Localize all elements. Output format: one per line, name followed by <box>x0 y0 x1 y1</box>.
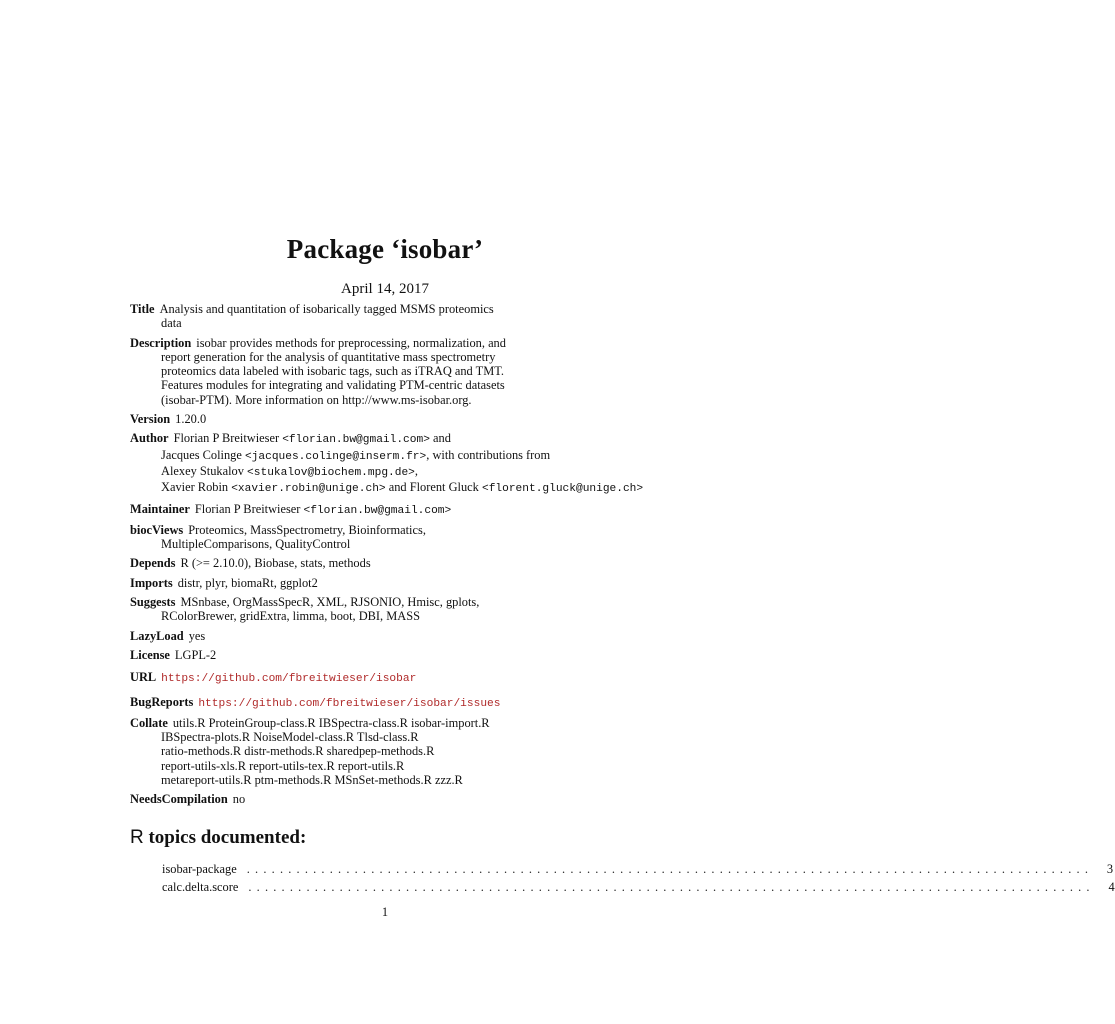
author-email: <xavier.robin@unige.ch> <box>231 483 386 496</box>
author-text: , <box>414 463 418 478</box>
package-date: April 14, 2017 <box>341 281 429 297</box>
package-title: Package ‘isobar’ <box>286 234 484 264</box>
author-email: <florent.gluck@unige.ch> <box>481 483 644 496</box>
field-biocviews <box>130 523 690 552</box>
field-value-continued: report-utils-xls.R report-utils-tex.R report-utils.R <box>161 758 405 773</box>
field-value-continued: proteomics data labeled with isobaric tags, such as iTRAQ and TMT. <box>161 364 504 379</box>
field-version <box>130 412 690 426</box>
field-value: LGPL-2 <box>174 647 217 662</box>
field-value: utils.R ProteinGroup-class.R IBSpectra-class.R isobar-import.R <box>172 715 490 730</box>
field-lazyload <box>130 629 690 643</box>
field-label: NeedsCompilation <box>130 792 228 807</box>
field-value: isobar provides methods for preprocessing, normalization, and <box>196 335 506 350</box>
field-license <box>130 648 690 662</box>
field-maintainer <box>130 502 690 518</box>
field-title <box>130 302 690 331</box>
toc-entry-page[interactable]: 3 <box>1106 862 1114 876</box>
toc-entry-page[interactable]: 4 <box>1108 880 1115 894</box>
field-url <box>130 670 690 686</box>
field-imports <box>130 576 690 590</box>
field-description <box>130 336 690 407</box>
field-value: distr, plyr, biomaRt, ggplot2 <box>177 575 318 590</box>
author-email: <jacques.colinge@inserm.fr> <box>244 450 427 463</box>
field-bugreports <box>130 695 690 711</box>
field-value-continued: IBSpectra-plots.R NoiseModel-class.R Tlsd-class.R <box>161 730 419 745</box>
field-value-continued: RColorBrewer, gridExtra, limma, boot, DBI, MASS <box>161 609 420 624</box>
field-collate <box>130 716 690 787</box>
field-value-continued: ratio-methods.R distr-methods.R sharedpep-methods.R <box>161 744 435 759</box>
toc-leader-dots: ...................................................................................................... <box>246 862 1094 876</box>
description-fields <box>130 302 690 812</box>
field-value: 1.20.0 <box>175 412 207 427</box>
toc-heading-text: topics documented: <box>143 827 307 848</box>
toc-entry-name[interactable]: isobar-package <box>162 862 237 876</box>
maintainer-email: <florian.bw@gmail.com> <box>303 504 452 517</box>
field-value: Proteomics, MassSpectrometry, Bioinformatics, <box>188 522 426 537</box>
url-link[interactable]: https://github.com/fbreitwieser/isobar <box>161 673 417 686</box>
field-value: MSnbase, OrgMassSpecR, XML, RJSONIO, Hmisc, gplots, <box>180 595 480 610</box>
author-name: Jacques Colinge <box>161 447 245 462</box>
toc-entry[interactable] <box>162 880 1115 898</box>
author-name: Alexey Stukalov <box>161 463 248 478</box>
field-label: Maintainer <box>130 501 190 516</box>
field-value-continued: data <box>161 316 182 331</box>
field-label: License <box>130 647 170 662</box>
field-label: Author <box>130 431 169 446</box>
field-value-continued: (isobar-PTM). More information on http://www.ms-isobar.org. <box>161 392 472 407</box>
field-needscompilation <box>130 792 690 806</box>
field-depends <box>130 556 690 570</box>
field-label: Version <box>130 412 171 427</box>
field-value: yes <box>188 628 206 643</box>
field-label: Depends <box>130 556 176 571</box>
page-number: 1 <box>381 905 389 919</box>
field-label: Description <box>130 335 192 350</box>
author-name: Florian P Breitwieser <box>173 431 283 446</box>
author-email: <stukalov@biochem.mpg.de> <box>247 466 415 479</box>
field-value: no <box>232 792 246 807</box>
field-label: URL <box>130 670 157 685</box>
maintainer-name: Florian P Breitwieser <box>194 501 304 516</box>
toc-list <box>162 862 1115 898</box>
field-label: Collate <box>130 715 168 730</box>
field-value: Analysis and quantitation of isobarically tagged MSMS proteomics <box>159 302 494 316</box>
author-text: and <box>429 431 451 446</box>
field-label: Suggests <box>130 595 176 610</box>
author-email: <florian.bw@gmail.com> <box>282 434 430 447</box>
author-name: Xavier Robin <box>161 480 232 495</box>
field-value-continued: report generation for the analysis of quantitative mass spectrometry <box>161 349 496 364</box>
field-label: Imports <box>130 575 173 590</box>
field-label: LazyLoad <box>130 628 184 643</box>
field-value: R (>= 2.10.0), Biobase, stats, methods <box>180 556 371 571</box>
field-suggests <box>130 595 690 624</box>
toc-heading-r: R <box>130 827 144 848</box>
bugreports-link[interactable]: https://github.com/fbreitwieser/isobar/issues <box>198 697 501 710</box>
field-author <box>130 431 690 496</box>
field-value-continued: Features modules for integrating and validating PTM-centric datasets <box>161 378 505 393</box>
author-text: , with contributions from <box>426 447 551 462</box>
field-value-continued: MultipleComparisons, QualityControl <box>161 537 351 552</box>
toc-leader-dots: ...................................................................................................... <box>248 880 1095 894</box>
field-label: BugReports <box>130 694 194 709</box>
field-label: biocViews <box>130 522 184 537</box>
field-label: Title <box>130 302 155 316</box>
author-text: and Florent Gluck <box>385 480 482 495</box>
field-value-continued: metareport-utils.R ptm-methods.R MSnSet-methods.R zzz.R <box>161 773 463 788</box>
toc-heading <box>130 827 306 849</box>
toc-entry-name[interactable]: calc.delta.score <box>162 880 239 894</box>
toc-entry[interactable] <box>162 862 1114 880</box>
